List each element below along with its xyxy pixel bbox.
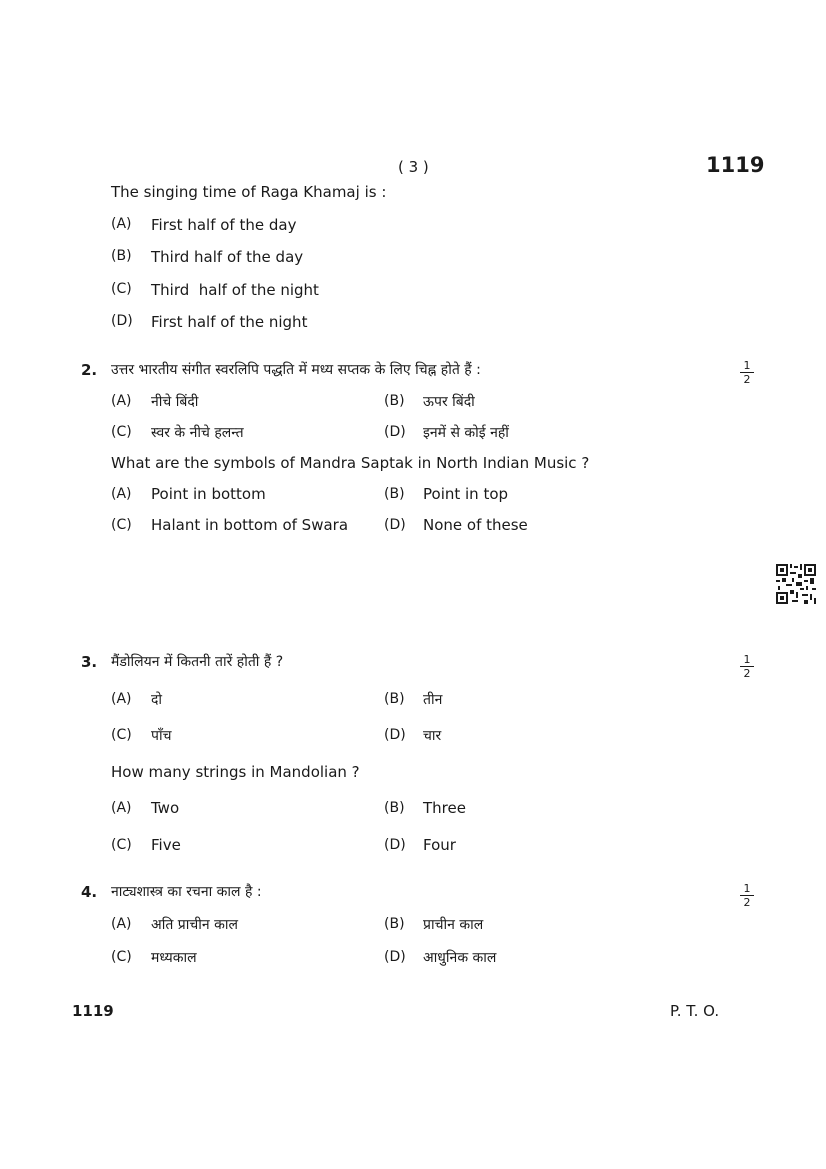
q3-hindi-option-c: पाँच <box>151 728 172 744</box>
q3-hindi-option-a: दो <box>151 692 163 708</box>
q1-option-b-letter: (B) <box>111 248 132 264</box>
q2-marks <box>740 360 754 385</box>
q4-marks-denominator: 2 <box>743 896 751 909</box>
q1-option-a-letter: (A) <box>111 216 132 232</box>
q2-hindi-option-c: स्वर के नीचे हलन्त <box>151 425 244 441</box>
q3-marks <box>740 654 754 679</box>
q1-option-d-letter: (D) <box>111 313 133 329</box>
q2-number: 2. <box>81 361 98 379</box>
q4-marks-numerator: 1 <box>740 883 754 896</box>
q3-english-question: How many strings in Mandolian ? <box>111 763 360 781</box>
q2-english-option-c: Halant in bottom of Swara <box>151 516 349 534</box>
q2-hindi-option-c-letter: (C) <box>111 424 132 440</box>
q4-hindi-question: नाट्यशास्त्र का रचना काल है : <box>111 884 262 900</box>
q2-hindi-question: उत्तर भारतीय संगीत स्वरलिपि पद्धति में मध्य सप्तक के लिए चिह्न होते हैं : <box>111 362 481 378</box>
q4-hindi-option-d-letter: (D) <box>384 949 406 965</box>
q2-english-question: What are the symbols of Mandra Saptak in North Indian Music ? <box>111 454 590 472</box>
q2-hindi-option-d: इनमें से कोई नहीं <box>423 425 509 441</box>
q1-option-a: First half of the day <box>151 216 297 234</box>
page-turn-note: P. T. O. <box>670 1002 720 1020</box>
q4-hindi-option-b-letter: (B) <box>384 916 405 932</box>
paper-code: 1119 <box>706 153 765 177</box>
page-number: ( 3 ) <box>398 158 429 176</box>
q4-hindi-option-a: अति प्राचीन काल <box>151 917 238 933</box>
q1-option-c-letter: (C) <box>111 281 132 297</box>
q3-marks-numerator: 1 <box>740 654 754 667</box>
q4-hindi-option-b: प्राचीन काल <box>423 917 484 933</box>
q2-hindi-option-b: ऊपर बिंदी <box>423 394 475 410</box>
q2-english-option-d-letter: (D) <box>384 517 406 533</box>
q3-english-option-c: Five <box>151 836 181 854</box>
footer-paper-code: 1119 <box>72 1002 114 1020</box>
q2-hindi-option-a: नीचे बिंदी <box>151 394 199 410</box>
q1-option-c: Third half of the night <box>151 281 319 299</box>
q3-english-option-b-letter: (B) <box>384 800 405 816</box>
q4-hindi-option-d: आधुनिक काल <box>423 950 497 966</box>
qr-code <box>776 564 816 604</box>
q2-english-option-a: Point in bottom <box>151 485 266 503</box>
q3-hindi-option-d: चार <box>423 728 442 744</box>
q3-hindi-option-b: तीन <box>423 692 443 708</box>
q3-number: 3. <box>81 653 98 671</box>
q4-number: 4. <box>81 883 98 901</box>
q3-english-option-d-letter: (D) <box>384 837 406 853</box>
q3-english-option-a: Two <box>151 799 180 817</box>
q2-hindi-option-b-letter: (B) <box>384 393 405 409</box>
q3-hindi-question: मैंडोलियन में कितनी तारें होती हैं ? <box>111 654 284 670</box>
q2-marks-numerator: 1 <box>740 360 754 373</box>
q1-question: The singing time of Raga Khamaj is : <box>111 183 387 201</box>
q3-english-option-c-letter: (C) <box>111 837 132 853</box>
q2-hindi-option-a-letter: (A) <box>111 393 132 409</box>
q2-hindi-option-d-letter: (D) <box>384 424 406 440</box>
q2-english-option-b: Point in top <box>423 485 509 503</box>
q3-hindi-option-c-letter: (C) <box>111 727 132 743</box>
q3-english-option-d: Four <box>423 836 456 854</box>
q2-english-option-c-letter: (C) <box>111 517 132 533</box>
q2-marks-denominator: 2 <box>743 373 751 386</box>
q4-hindi-option-c-letter: (C) <box>111 949 132 965</box>
q2-english-option-d: None of these <box>423 516 528 534</box>
q3-hindi-option-d-letter: (D) <box>384 727 406 743</box>
q3-hindi-option-b-letter: (B) <box>384 691 405 707</box>
q3-marks-denominator: 2 <box>743 667 751 680</box>
q4-hindi-option-c: मध्यकाल <box>151 950 197 966</box>
q1-option-b: Third half of the day <box>151 248 304 266</box>
q1-option-d: First half of the night <box>151 313 308 331</box>
q2-english-option-b-letter: (B) <box>384 486 405 502</box>
q2-english-option-a-letter: (A) <box>111 486 132 502</box>
q3-english-option-b: Three <box>423 799 466 817</box>
q4-marks <box>740 883 754 908</box>
q3-english-option-a-letter: (A) <box>111 800 132 816</box>
q4-hindi-option-a-letter: (A) <box>111 916 132 932</box>
q3-hindi-option-a-letter: (A) <box>111 691 132 707</box>
